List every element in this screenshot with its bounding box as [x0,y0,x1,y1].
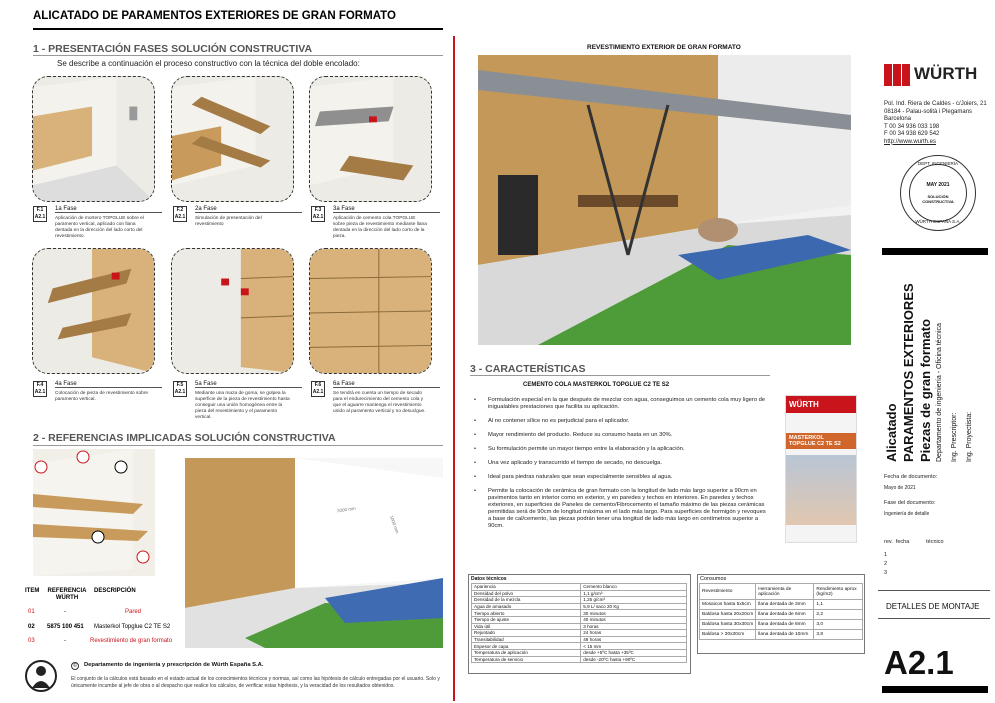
tech-cell: desde +5ºC hasta +35ºC [581,649,687,656]
consumption-cell: 3,8 [814,630,863,640]
bullet-item: • Formulación especial en la que después de mezclar con agua, conseguimos un cemento cola muy ligero de inigualables prestaciones que facilita su aplicación. [474,397,770,411]
tech-cell: 30 minutos [581,610,687,617]
phase1-desc: Aplicación de mortero TOPGLUE sobre el paramento vertical, aplicado con llana dentada en la dirección del lado corto del revestimiento. [55,216,144,239]
bullet-item: • Mayor rendimiento del producto. Reduce su consumo hasta en un 30%. [474,432,770,439]
tech-cell: 3 horas [581,623,687,630]
tech-cell: 40 minutos [581,616,687,623]
tech-cell: 1,25 g/cm³ [581,597,687,604]
phase4-title: 4a Fase [55,381,162,388]
tech-cell: Rejuntado [472,630,581,637]
tech-cell: Transitabilidad [472,636,581,643]
product-title: CEMENTO COLA MASTERKOL TOPGLUE C2 TE S2 [523,382,670,388]
website-link[interactable]: http://www.wurth.es [884,138,937,145]
tech-row [472,603,687,610]
refs-header-ref: REFERENCIA WÜRTH [47,588,87,601]
tech-cell: Vida útil [472,623,581,630]
tech-cell: Tiempo de ajuste [472,616,581,623]
consumption-table [699,583,863,640]
section1-underline [33,55,443,56]
detalles-montaje: DETALLES DE MONTAJE [886,602,980,611]
consumption-cell: llana dentada de 8mm [756,620,814,630]
copyright-icon: © [71,662,79,670]
footer-note: El conjunto de la cálculos está basado en el estado actual de los conocimientos técnicos y normas, así como las hipótesis de cálculo entregadas por el usuario. Solo y únicamente incumbe al jefe de obra o al despacho que realice los cálculos, de verificar estas hipótesis, y la veracidad de los resultados obtenidos. [71,676,440,689]
tech-cell: Temperatura de servicio [472,656,581,663]
consumption-cell: llana dentada de 10mm [756,630,814,640]
vertical-title-1: Alicatado [884,403,899,462]
section2-underline [33,445,443,446]
consumption-header: Revestimiento [700,584,756,600]
refs-header-desc: DESCRIPCIÓN [94,588,136,594]
tech-cell: 48 horas [581,636,687,643]
phase6-image [309,248,432,374]
vertical-title-3: Piezas de gran formato [918,318,933,462]
phase5-code: F.5 A2.1 [174,382,186,395]
consumption-header: Herramienta de aplicación [756,584,814,600]
consumption-row [700,600,863,610]
tech-cell: Agua de amasado [472,603,581,610]
phase2-desc: Simulación de presentación del revestimiento [195,216,262,227]
phase2-image [171,76,294,202]
consumption-box [697,574,865,654]
characteristics-list [474,397,770,537]
wurth-logo: WÜRTH [884,60,982,90]
ref-code: - [64,609,66,615]
refs-header-item: ITEM [25,588,40,594]
tech-row [472,590,687,597]
terrace-render-image [478,55,851,345]
document-title: ALICATADO DE PARAMENTOS EXTERIORES DE GRAN FORMATO [33,10,396,22]
tech-data-table [471,583,687,663]
consumption-cell: Baldosa hasta 30x30cm [700,620,756,630]
tech-cell: 5,9 L/ saco 20 Kg [581,603,687,610]
phase2-code: F.2 A2.1 [174,207,186,220]
consumption-cell: 1,1 [814,600,863,610]
phase6-title: 6a Fase [333,381,440,388]
bullet-item: • Una vez aplicado y transcurrido el tiempo de secado, no descuelga. [474,460,770,467]
sheet-code: A2.1 [884,644,954,681]
tech-cell: Densidad del polvo [472,590,581,597]
tech-row [472,643,687,650]
company-address: Pol. Ind. Riera de Caldes - c/Joiers, 21 08184 - Palau-solità i Plegamans Barcelona T 00 34 936 033 198 F 00 34 938 629 542 http://www.wurth.es [884,101,987,145]
title-underline [33,28,443,30]
tech-cell: Tiempo abierto [472,610,581,617]
fase-label: Fase del documento: [884,500,936,506]
tech-cell: Densidad de la mezcla [472,597,581,604]
vertical-dept: Departamento de ingeniería - Oficina técnica [936,323,943,462]
ref-desc: Masterkol Topglue C2 TE S2 [94,624,171,630]
phase2-title: 2a Fase [195,206,302,213]
tech-data-title: Datos técnicos [471,576,507,582]
phase5-desc: Mediante una maza de goma, se golpea la superficie de la pieza de revestimiento hasta conseguir una unión homogénea entre la pieza del revestimiento y el paramento vertical. [195,391,290,420]
consumption-title: Consumos [700,576,727,582]
tech-row [472,656,687,663]
consumption-row [700,630,863,640]
vertical-proyectista: Ing. Proyectista: [966,411,973,462]
phase1-title: 1a Fase [55,206,162,213]
consumption-cell: Mosaicos hasta 5x5cm [700,600,756,610]
phase5-image [171,248,294,374]
phase3-title: 3a Fase [333,206,440,213]
tech-row [472,610,687,617]
revision-header: rev. fecha técnico [884,539,944,545]
section2-title: 2 - REFERENCIAS IMPLICADAS SOLUCIÓN CONSTRUCTIVA [33,432,336,444]
tech-cell: 1,1 g/cm³ [581,590,687,597]
ref-item: 02 [28,624,35,630]
section3-title: 3 - CARACTERÍSTICAS [470,363,586,375]
tech-cell: Espesor de capa [472,643,581,650]
consumption-cell: llana dentada de 3mm [756,600,814,610]
dimension-1000: 1000 mm [388,514,400,535]
bullet-item: • Ideal para piedras naturales que sean especialmente sensibles al agua. [474,474,770,481]
tech-row [472,616,687,623]
bullet-item: • Permite la colocación de cerámica de gran formato con la longitud de lado más largo superior a 90cm en pavimentos tanto en interior como en exterior, y en paredes y techos en interiores. En paredes y techos exteriores, en superficies de Paneles de cemento/Fibrocemento el tamaño máximo de las piezas cerámicas permitidas será de 90cm de longitud máxima en el lado más largo. Para superficies de hormigón y revoques a base de cal/cemento, las piezas podrán tener una longitud de lado más largo en centímetros superior a 90cm. [474,488,770,530]
ref-code: - [64,638,66,644]
reference-render-image [185,458,443,648]
tech-row [472,649,687,656]
engineer-icon [25,660,57,692]
tech-cell: < 15 mm [581,643,687,650]
ref-item: 01 [28,609,35,615]
phase6-desc: Se tendrá en cuenta un tiempo de secado para el endurecimiento del cemento cola y que el aguarre mantenga el revestimiento unido al paramento vertical y no desuclgue. [333,391,426,414]
tech-cell: 24 horas [581,630,687,637]
black-bar-2 [882,686,988,693]
ref-desc: Pared [125,609,142,615]
bag-brand: WÜRTH [786,396,856,413]
dimension-2000: 2000 mm [336,505,357,514]
tech-row [472,623,687,630]
tech-data-box [468,574,691,674]
tech-cell: Cemento blanco [581,584,687,591]
phase5-title: 5a Fase [195,381,302,388]
tech-cell: desde -20ºC hasta +90ºC [581,656,687,663]
consumption-cell: Baldosa hasta 20x20cm [700,610,756,620]
bullet-item: • Su formulación permite un mayor tiempo entre la elaboración y la aplicación. [474,446,770,453]
revision-list: 1 2 3 [884,552,888,576]
phase4-image [32,248,155,374]
tech-row [472,584,687,591]
section3-underline [470,375,770,376]
vertical-title-2: PARAMENTOS EXTERIORES [901,283,916,462]
fecha-value: Mayo de 2021 [884,485,916,491]
phase1-code: F.1 A2.1 [34,207,46,220]
page-divider [453,36,455,701]
black-bar-1 [882,248,988,255]
footer-dept: Departamento de ingeniería y prescripción de Würth España S.A. [84,662,264,668]
consumption-cell: Baldosa > 30x30cm [700,630,756,640]
consumption-header-row [700,584,863,600]
phase3-image [309,76,432,202]
fase-value: Ingeniería de detalle [884,511,930,517]
tech-row [472,630,687,637]
divider [878,618,990,619]
engineering-seal: DEPT. INGENIERÍA MAY 2021 SOLUCIÓN CONSTRUCTIVA WÜRTH ESPAÑA S.A. [900,155,976,231]
reference-detail-image [33,449,155,576]
ref-code: 5875 100 451 [47,624,84,630]
phase1-image [32,76,155,202]
section1-title: 1 - PRESENTACIÓN FASES SOLUCIÓN CONSTRUCTIVA [33,43,313,55]
consumption-header: Rendimiento aprox (kg/m2) [814,584,863,600]
phase4-code: F.4 A2.1 [34,382,46,395]
ref-desc: Revestimiento de gran formato [90,638,173,644]
tech-row [472,636,687,643]
ref-item: 03 [28,638,35,644]
bullet-item: • Al no contener sílice no es perjudicial para el aplicador. [474,418,770,425]
phase3-code: F.3 A2.1 [312,207,324,220]
phase3-desc: Aplicación de cemento cola TOPGLUE sobre pieza de revestimiento mediante llana dentada en la dirección del lado corto de la pieza. [333,216,427,239]
product-bag-image [785,395,857,543]
consumption-cell: 3,0 [814,620,863,630]
tech-cell: Temperatura de aplicación [472,649,581,656]
consumption-cell: 2,2 [814,610,863,620]
tech-row [472,597,687,604]
consumption-cell: llana dentada de 6mm [756,610,814,620]
phase6-code: F.6 A2.1 [312,382,324,395]
consumption-row [700,620,863,630]
bag-label: MASTERKOL TOPGLUE C2 TE S2 [786,433,856,449]
section1-intro: Se describe a continuación el proceso constructivo con la técnica del doble encolado: [57,59,360,68]
fecha-label: Fecha de documento: [884,474,938,480]
divider [878,590,990,591]
tech-cell: Apariencia [472,584,581,591]
render-title: REVESTIMIENTO EXTERIOR DE GRAN FORMATO [587,44,741,51]
vertical-prescriptor: Ing. Prescriptor: [951,412,958,462]
consumption-row [700,610,863,620]
phase4-desc: Colocación de pieza de revestimiento sobre paramento vertical. [55,391,149,402]
